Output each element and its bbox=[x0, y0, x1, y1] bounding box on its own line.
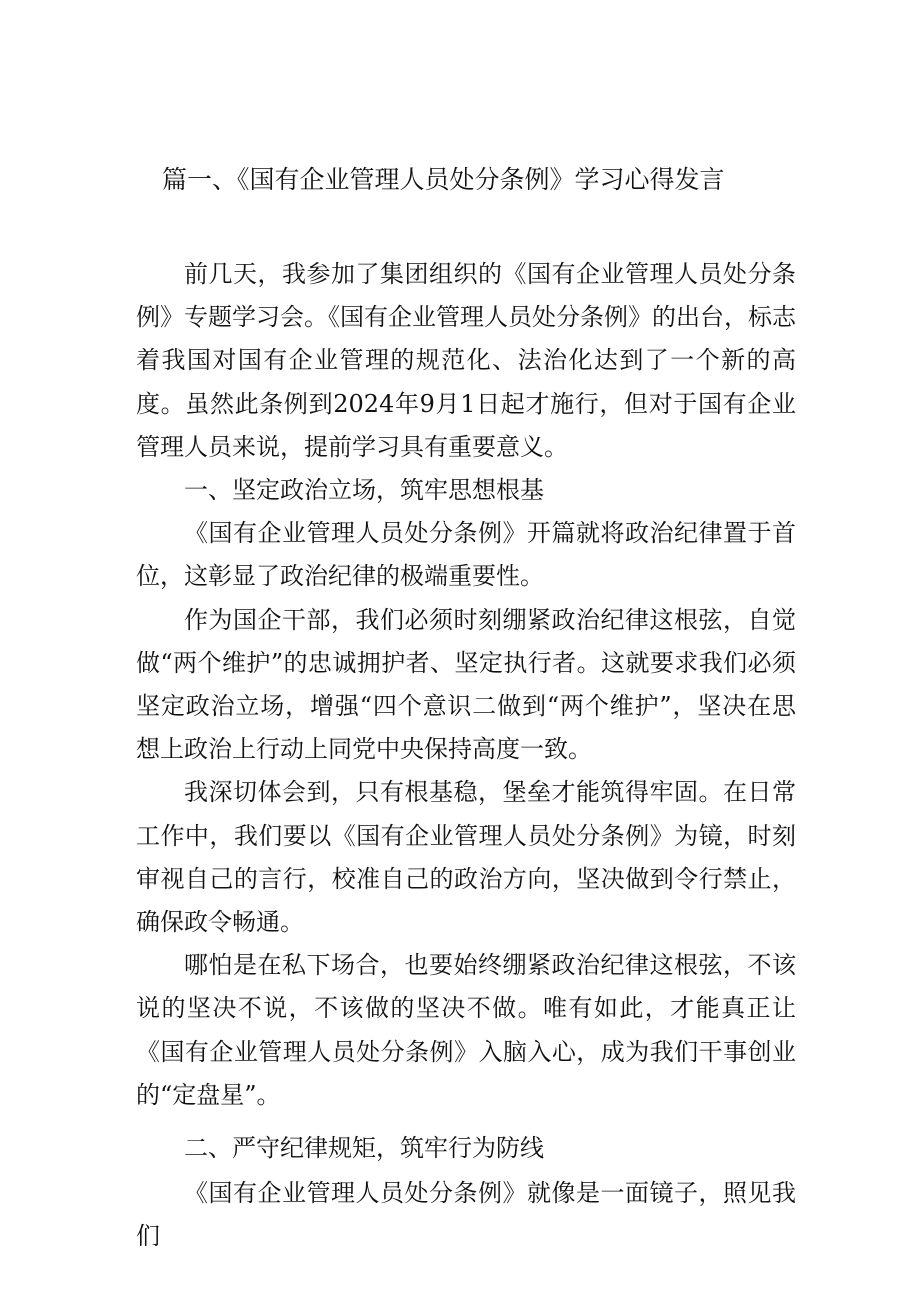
paragraph-2: 作为国企干部，我们必须时刻绷紧政治纪律这根弦，自觉做“两个维护”的忠诚拥护者、坚定执行者。这就要求我们必须坚定政治立场，增强“四个意识二做到“两个维护”，坚决在思想上政治上行动上同党中央保持高度一致。 bbox=[136, 605, 796, 764]
paragraph-intro: 前几天，我参加了集团组织的《国有企业管理人员处分条例》专题学习会。《国有企业管理人员处分条例》的出台，标志着我国对国有企业管理的规范化、法治化达到了一个新的高度。虽然此条例到2024年9月1日起才施行，但对于国有企业管理人员来说，提前学习具有重要意义。 bbox=[136, 260, 796, 461]
paragraph-5: 《国有企业管理人员处分条例》就像是一面镜子，照见我们 bbox=[136, 1179, 796, 1251]
paragraph-4: 哪怕是在私下场合，也要始终绷紧政治纪律这根弦，不该说的坚决不说，不该做的坚决不做。唯有如此，才能真正让《国有企业管理人员处分条例》入脑入心，成为我们干事创业的“定盘星”。 bbox=[136, 951, 796, 1109]
paragraph-1: 《国有企业管理人员处分条例》开篇就将政治纪律置于首位，这彰显了政治纪律的极端重要性。 bbox=[136, 519, 796, 591]
document-title: 篇一、《国有企业管理人员处分条例》学习心得发言 bbox=[162, 165, 725, 194]
section-heading-2: 二、严守纪律规矩，筑牢行为防线 bbox=[184, 1134, 544, 1163]
document-body bbox=[136, 253, 796, 1259]
paragraph-3: 我深切体会到，只有根基稳，堡垒才能筑得牢固。在日常工作中，我们要以《国有企业管理人员处分条例》为镜，时刻审视自己的言行，校准自己的政治方向，坚决做到令行禁止，确保政令畅通。 bbox=[136, 778, 796, 937]
section-heading-1: 一、坚定政治立场，筑牢思想根基 bbox=[184, 476, 544, 505]
